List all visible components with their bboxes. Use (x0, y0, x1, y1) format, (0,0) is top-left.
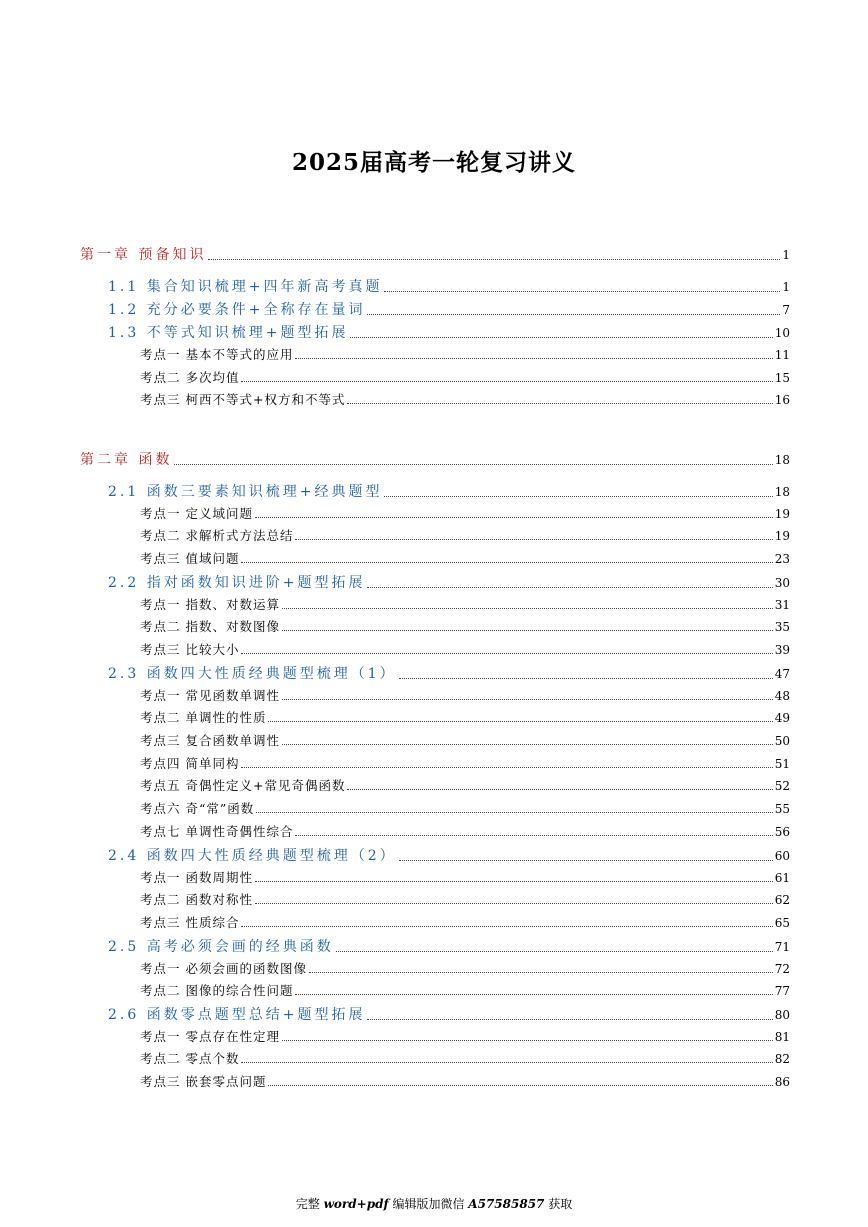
leader-dots (241, 561, 772, 563)
leader-dots (347, 402, 772, 404)
toc-entry[interactable] (108, 276, 790, 296)
toc-entry[interactable] (108, 936, 790, 956)
toc-page: 49 (774, 711, 790, 725)
toc-entry[interactable] (140, 913, 790, 931)
toc-entry[interactable] (140, 708, 790, 726)
toc-entry[interactable] (108, 1004, 790, 1024)
toc-page: 62 (774, 893, 790, 907)
leader-dots (384, 290, 780, 292)
leader-dots (399, 859, 773, 861)
leader-dots (255, 902, 773, 904)
toc-page: 19 (774, 507, 790, 521)
leader-dots (282, 629, 773, 631)
toc-label: 考点二 零点个数 (140, 1051, 240, 1066)
toc-label: 考点三 值域问题 (140, 551, 240, 566)
footer-prefix: 完整 (295, 1197, 324, 1211)
leader-dots (174, 463, 772, 465)
leader-dots (367, 1018, 772, 1020)
toc-page: 71 (774, 940, 790, 954)
leader-dots (241, 766, 772, 768)
leader-dots (295, 993, 772, 995)
toc-entry[interactable] (140, 368, 790, 386)
toc-entry[interactable] (140, 549, 790, 567)
toc-entry[interactable] (140, 526, 790, 544)
toc-page: 35 (774, 620, 790, 634)
toc-entry[interactable] (80, 449, 790, 469)
toc-page: 56 (774, 825, 790, 839)
toc-page: 82 (774, 1052, 790, 1066)
leader-dots (282, 698, 773, 700)
toc-page: 18 (774, 485, 790, 499)
toc-entry[interactable] (140, 822, 790, 840)
toc-page: 23 (774, 552, 790, 566)
toc-page: 19 (774, 529, 790, 543)
toc-entry[interactable] (140, 799, 790, 817)
document-title: 2025届高考一轮复习讲义 (291, 149, 576, 176)
toc-label: 第二章 函数 (80, 452, 173, 468)
toc-label: 考点一 常见函数单调性 (140, 688, 280, 703)
toc-entry[interactable] (140, 868, 790, 886)
leader-dots (255, 880, 773, 882)
toc-page: 77 (774, 984, 790, 998)
toc-page: 11 (774, 348, 790, 362)
leader-dots (384, 495, 772, 497)
leader-dots (336, 950, 773, 952)
toc-label: 考点三 性质综合 (140, 915, 240, 930)
toc-label: 考点一 指数、对数运算 (140, 597, 280, 612)
toc-label: 考点四 简单同构 (140, 756, 240, 771)
toc-label: 2.5 高考必须会画的经典函数 (108, 939, 334, 955)
toc-label: 考点三 复合函数单调性 (140, 733, 280, 748)
toc-label: 考点二 指数、对数图像 (140, 619, 280, 634)
toc-label: 考点一 零点存在性定理 (140, 1029, 280, 1044)
toc-label: 考点三 比较大小 (140, 642, 240, 657)
footer-wechat-id: A57585857 (468, 1197, 545, 1211)
leader-dots (295, 357, 772, 359)
toc-entry[interactable] (140, 981, 790, 999)
leader-dots (367, 586, 772, 588)
toc-entry[interactable] (140, 390, 790, 408)
leader-dots (295, 538, 772, 540)
toc-page: 31 (774, 598, 790, 612)
toc-entry[interactable] (108, 663, 790, 683)
toc-label: 考点二 求解析式方法总结 (140, 528, 294, 543)
toc-page: 81 (774, 1030, 790, 1044)
leader-dots (268, 720, 772, 722)
toc-page: 10 (774, 326, 790, 340)
leader-dots (241, 380, 772, 382)
toc-page: 51 (774, 757, 790, 771)
leader-dots (367, 313, 780, 315)
leader-dots (347, 788, 772, 790)
footer-suffix: 获取 (544, 1197, 573, 1211)
toc-label: 考点一 基本不等式的应用 (140, 347, 294, 362)
toc-entry[interactable] (140, 617, 790, 635)
leader-dots (208, 258, 780, 260)
leader-dots (241, 1061, 772, 1063)
toc-page: 65 (774, 916, 790, 930)
toc-page: 80 (774, 1008, 790, 1022)
toc-page: 50 (774, 734, 790, 748)
toc-page: 52 (774, 779, 790, 793)
toc-entry[interactable] (140, 1049, 790, 1067)
toc-page: 72 (774, 962, 790, 976)
toc-entry[interactable] (140, 1072, 790, 1090)
toc-entry[interactable] (140, 504, 790, 522)
toc-entry[interactable] (140, 686, 790, 704)
toc-entry[interactable] (108, 481, 790, 501)
toc-label: 考点一 必须会画的函数图像 (140, 961, 307, 976)
leader-dots (295, 834, 772, 836)
toc-entry[interactable] (108, 322, 790, 342)
toc-label: 考点二 多次均值 (140, 370, 240, 385)
toc-page: 55 (774, 802, 790, 816)
toc-entry[interactable] (108, 299, 790, 319)
leader-dots (309, 971, 773, 973)
toc-page: 61 (774, 871, 790, 885)
toc-page: 15 (774, 371, 790, 385)
toc-entry[interactable] (140, 890, 790, 908)
leader-dots (241, 925, 772, 927)
toc-page: 30 (774, 576, 790, 590)
toc-label: 1.3 不等式知识梳理+题型拓展 (108, 325, 349, 341)
toc-page: 18 (774, 453, 790, 467)
leader-dots (399, 677, 773, 679)
toc-label: 2.1 函数三要素知识梳理+经典题型 (108, 484, 383, 500)
toc-entry[interactable] (140, 959, 790, 977)
toc-label: 2.6 函数零点题型总结+题型拓展 (108, 1007, 366, 1023)
leader-dots (256, 811, 772, 813)
leader-dots (241, 652, 772, 654)
toc-entry[interactable] (108, 845, 790, 865)
toc-label: 考点五 奇偶性定义+常见奇偶函数 (140, 778, 346, 793)
toc-label: 考点一 函数周期性 (140, 870, 253, 885)
toc-entry[interactable] (108, 572, 790, 592)
toc-entry[interactable] (140, 345, 790, 363)
toc-page: 47 (774, 667, 790, 681)
footer-mid: 编辑版加微信 (388, 1197, 469, 1211)
toc-label: 考点三 柯西不等式+权方和不等式 (140, 392, 346, 407)
toc-page: 48 (774, 689, 790, 703)
footer-note (0, 1195, 868, 1212)
toc-label: 考点七 单调性奇偶性综合 (140, 824, 294, 839)
toc-label: 1.1 集合知识梳理+四年新高考真题 (108, 279, 383, 295)
toc-label: 考点一 定义域问题 (140, 506, 253, 521)
toc-page: 16 (774, 393, 790, 407)
toc-page: 1 (782, 248, 790, 262)
toc-page: 39 (774, 643, 790, 657)
toc-label: 2.3 函数四大性质经典题型梳理（1） (108, 666, 397, 682)
toc-entry[interactable] (140, 595, 790, 613)
leader-dots (282, 743, 773, 745)
toc-page: 60 (774, 849, 790, 863)
toc-entry[interactable] (140, 754, 790, 772)
toc-entry[interactable] (140, 731, 790, 749)
leader-dots (282, 1039, 773, 1041)
toc-label: 考点二 图像的综合性问题 (140, 983, 294, 998)
toc-page: 86 (774, 1075, 790, 1089)
leader-dots (350, 336, 772, 338)
footer-format: word+pdf (323, 1197, 389, 1211)
toc-page: 1 (782, 280, 790, 294)
toc-entry[interactable] (140, 640, 790, 658)
toc-label: 考点二 单调性的性质 (140, 710, 267, 725)
toc-label: 考点六 奇“常”函数 (140, 801, 255, 816)
toc-label: 考点三 嵌套零点问题 (140, 1074, 267, 1089)
toc-entry[interactable] (140, 1027, 790, 1045)
toc-entry[interactable] (80, 244, 790, 264)
leader-dots (268, 1084, 772, 1086)
leader-dots (282, 607, 773, 609)
toc-label: 第一章 预备知识 (80, 247, 207, 263)
toc-label: 2.2 指对函数知识进阶+题型拓展 (108, 575, 366, 591)
leader-dots (255, 516, 773, 518)
toc-entry[interactable] (140, 776, 790, 794)
toc-label: 考点二 函数对称性 (140, 892, 253, 907)
toc-page: 7 (782, 303, 790, 317)
toc-label: 1.2 充分必要条件+全称存在量词 (108, 302, 366, 318)
toc-label: 2.4 函数四大性质经典题型梳理（2） (108, 848, 397, 864)
